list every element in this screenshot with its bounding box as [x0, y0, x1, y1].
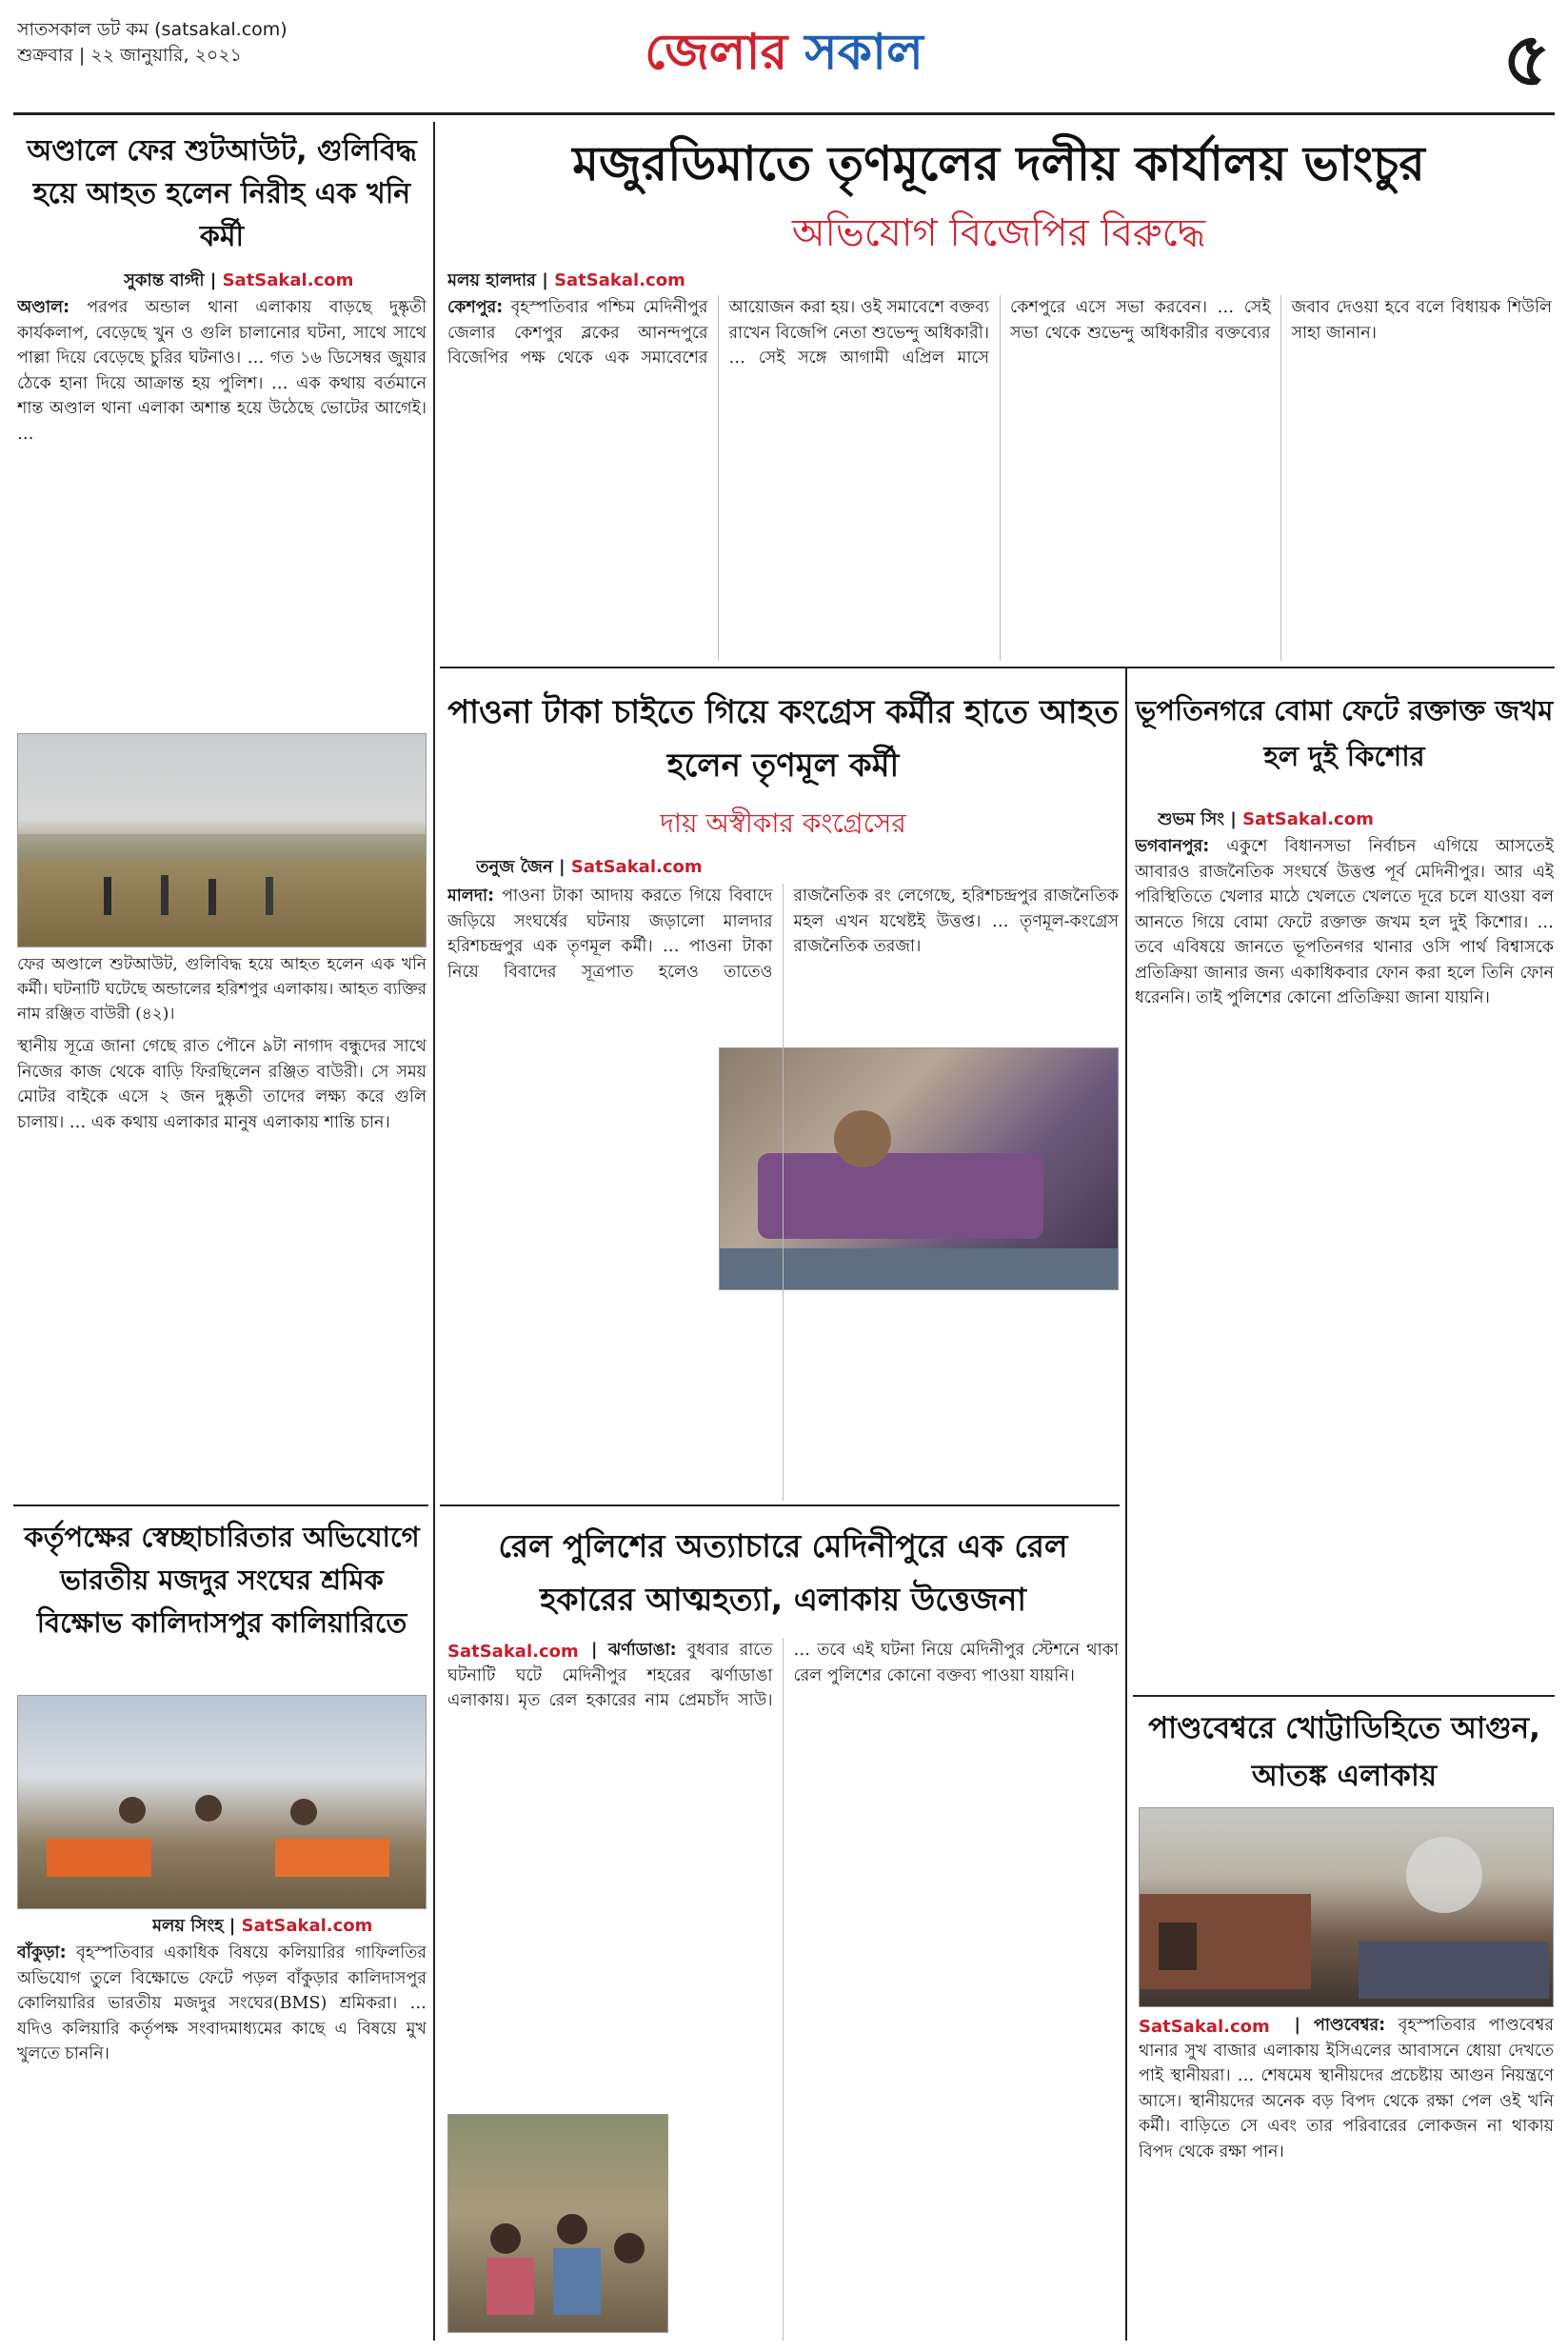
story-c-site: SatSakal.com [554, 270, 685, 290]
story-c-reporter: মলয় হালদার | [447, 270, 548, 290]
story-b-site: SatSakal.com [241, 1916, 373, 1936]
date-line: শুক্রবার | ২২ জানুয়ারি, ২০২১ [17, 45, 242, 66]
story-c-text: বৃহস্পতিবার পশ্চিম মেদিনীপুর জেলার কেশপুর ব্লকের আনন্দপুরে বিজেপির পক্ষ থেকে এক সমাবেশের আয়োজন করা হয়। ওই সমাবেশে বক্তব্য রাখেন বিজেপি নেতা শুভেন্দু অধিকারী। … সেই সঙ্গে আগামী এপ্রিল মাসে কেশপুরে এসে সভা করবেন। … সেই সভা থেকে শুভেন্দু অধিকারীর বক্তব্যের জবাব দেওয়া হবে বলে বিধায়ক শিউলি সাহা জানান। [447, 298, 1552, 368]
story-b-dateline: বাঁকুড়া: [17, 1943, 67, 1962]
story-d-body [447, 884, 1119, 1501]
story-b-text: বৃহস্পতিবার একাধিক বিষয়ে কলিয়ারির গাফিলতির অভিযোগ তুলে বিক্ষোভে ফেটে পড়ল বাঁকুড়ার কালিদাসপুর কোলিয়ারির ভারতীয় মজদুর সংঘের(BMS) শ্রমিকরা। … যদিও কলিয়ারি কর্তৃপক্ষ সংবাদমাধ্যমের কাছে এ বিষয়ে মুখ খুলতে চাননি। [17, 1943, 427, 2063]
story-d-reporter: তনুজ জৈন | [476, 857, 566, 877]
story-a-photo-caption: ফের অণ্ডালে শুটআউট, গুলিবিদ্ধ হয়ে আহত হলেন এক খনি কর্মী। ঘটনাটি ঘটেছে অন্ডালের হরিশপুর এলাকায়। আহত ব্যক্তির নাম রঞ্জিত বাউরী (৪২)। [17, 955, 427, 1024]
story-b-body [17, 1941, 427, 2341]
story-f-body [447, 1638, 1119, 2341]
story-c-body [447, 295, 1552, 661]
story-a-reporter: সুকান্ত বাগ্দী | [124, 270, 217, 290]
story-e-site: SatSakal.com [1242, 809, 1374, 829]
story-b-photo [17, 1695, 427, 1909]
fire-photo-illustration [1140, 1808, 1554, 2007]
story-c-headline: মজুরডিমাতে তৃণমূলের দলীয় কার্যালয় ভাংচুর [572, 136, 1425, 191]
story-d-site: SatSakal.com [570, 857, 703, 877]
page-number: ৫ [1502, 17, 1551, 103]
story-g-body [1139, 2013, 1554, 2341]
story-c-dateline: কেশপুর: [447, 298, 504, 317]
story-b-byline [152, 1914, 428, 1939]
story-a-dateline: অণ্ডাল: [17, 298, 70, 317]
story-g-text: বৃহস্পতিবার পাণ্ডবেশ্বর থানার সুখ বাজার এলাকায় ইসিএলের আবাসনে ধোয়া দেখতে পাই স্থানীয়রা। … শেষমেষ স্থানীয়দের প্রচেষ্টায় আগুন নিয়ন্ত্রণে আসে। স্থানীয়দের অনেক বড় বিপদ থেকে রক্ষা পেল ওই খনি কর্মী। বাড়িতে সে এবং তার পরিবারের লোকজন না থাকায় বিপদ থেকে রক্ষা পান। [1139, 2016, 1554, 2162]
column-divider-left [433, 122, 435, 2341]
divider-left-stories [13, 1504, 428, 1506]
story-b-headline: কর্তৃপক্ষের স্বেচ্ছাচারিতার অভিযোগে ভারতীয় মজদুর সংঘের শ্রমিক বিক্ষোভ কালিদাসপুর কালিয়ারিতে [24, 1521, 420, 1639]
story-b-reporter: মলয় সিংহ | [152, 1916, 236, 1936]
story-f-site: SatSakal.com [447, 1642, 579, 1662]
story-c-subheadline: অভিযোগ বিজেপির বিরুদ্ধে [791, 211, 1206, 255]
story-f-text: বুধবার রাতে ঘটনাটি ঘটে মেদিনীপুর শহরের ঝর্ণাডাঙা এলাকায়। মৃত রেল হকারের নাম প্রেমচাঁদ সাউ। … তবে এই ঘটনা নিয়ে মেদিনীপুর স্টেশনে থাকা রেল পুলিশের কোনো বক্তব্য পাওয়া যায়নি। [447, 1641, 1119, 1710]
masthead-meta [17, 17, 512, 69]
story-e-byline [1158, 807, 1405, 832]
column-divider-right [1125, 667, 1127, 2341]
story-d-dateline: মালদা: [447, 887, 495, 906]
story-g-site: SatSakal.com [1139, 2017, 1270, 2037]
story-f-dateline: | ঝর্ণাডাঙা: [590, 1641, 677, 1660]
masthead-rule [13, 112, 1555, 115]
protest-photo-illustration [18, 1696, 427, 1909]
story-d-subheadline: দায় অস্বীকার কংগ্রেসের [660, 807, 906, 839]
story-a-body-2: স্থানীয় সূত্রে জানা গেছে রাত পৌনে ৯টা নাগাদ বন্ধুদের সাথে নিজের কাজ থেকে বাড়ি ফিরছিলেন রঞ্জিত বাউরী। সে সময় মোটর বাইকে এসে ২ জন দুষ্কৃতী তাদের লক্ষ্য করে গুলি চালায়। … এক কথায় এলাকার মানুষ এলাকায় শান্তি চান। [17, 1037, 427, 1132]
story-e-text: একুশে বিধানসভা নির্বাচন এগিয়ে আসতেই আবারও রাজনৈতিক সংঘর্ষে উত্তপ্ত পূর্ব মেদিনীপুর। আর এই পরিস্থিতিতে খেলার মাঠে খেলতে খেলতে দূরে চলে যাওয়া বল আনতে গিয়ে বোমা ফেটে রক্তাক্ত জখম হল দুই কিশোর। … তবে এবিষয়ে জানতে ভূপতিনগর থানার ওসি পার্থ বিশ্বাসকে প্রতিক্রিয়া জানার জন্য একাধিকবার ফোন করা হলে তিনি ফোন ধরেননি। তাই পুলিশের কোনো প্রতিক্রিয়া জানা যায়নি। [1135, 837, 1554, 1007]
story-g-photo [1139, 1807, 1554, 2007]
section-title [571, 21, 997, 84]
section-title-part2: সকাল [804, 24, 923, 81]
section-title-part1: জেলার [645, 24, 788, 81]
story-a-photo [17, 733, 427, 947]
story-c-byline [447, 269, 724, 293]
story-d-headline: পাওনা টাকা চাইতে গিয়ে কংগ্রেস কর্মীর হাতে আহত হলেন তৃণমূল কর্মী [447, 693, 1119, 785]
story-e-body [1135, 834, 1554, 1689]
story-g-dateline: | পাণ্ডবেশ্বর: [1294, 2016, 1386, 2035]
story-d-text: পাওনা টাকা আদায় করতে গিয়ে বিবাদে জড়িয়ে সংঘর্ষের ঘটনায় জড়ালো মালদার হরিশচন্দ্রপুর এক তৃণমূল কর্মী। … পাওনা টাকা নিয়ে বিবাদের সূত্রপাত হলেও তাতেও রাজনৈতিক রং লেগেছে, হরিশচন্দ্রপুর রাজনৈতিক মহল এখন যথেষ্টই উত্তপ্ত। … তৃণমূল-কংগ্রেস রাজনৈতিক তরজা। [447, 887, 1119, 982]
field-photo-illustration [18, 734, 427, 947]
story-a-byline [124, 269, 428, 293]
story-a-body-1 [17, 295, 427, 724]
site-line: সাতসকাল ডট কম (satsakal.com) [17, 19, 288, 40]
divider-middle-stories [440, 1504, 1120, 1506]
story-e-reporter: শুভম সিং | [1158, 809, 1237, 829]
story-f-headline: রেল পুলিশের অত্যাচারে মেদিনীপুরে এক রেল হকারের আত্মহত্যা, এলাকায় উত্তেজনা [498, 1527, 1068, 1618]
story-e-dateline: ভগবানপুর: [1135, 837, 1210, 856]
story-a-text-1: পরপর অন্ডাল থানা এলাকায় বাড়ছে দুষ্কৃতী কার্যকলাপ, বেড়েছে খুন ও গুলি চালানোর ঘটনা, সাথে সাথে পাল্লা দিয়ে বেড়েছে চুরির ঘটনাও। … গত ১৬ ডিসেম্বর জুয়ার ঠেকে হানা দিয়ে আক্রান্ত হয় পুলিশ। … এক কথায় বর্তমানে শান্ত অণ্ডাল থানা এলাকা অশান্ত হয়ে উঠেছে ভোটের আগেই। … [17, 298, 427, 444]
story-a-headline: অণ্ডালে ফের শুটআউট, গুলিবিদ্ধ হয়ে আহত হলেন নিরীহ এক খনি কর্মী [27, 134, 417, 253]
divider-right-stories [1133, 1695, 1555, 1697]
story-a-site: SatSakal.com [222, 270, 354, 290]
divider-top-stories [440, 667, 1555, 668]
story-d-byline [476, 855, 743, 880]
story-e-headline: ভূপতিনগরে বোমা ফেটে রক্তাক্ত জখম হল দুই কিশোর [1135, 694, 1554, 772]
story-g-headline: পাণ্ডবেশ্বরে খোট্টাডিহিতে আগুন, আতঙ্ক এলাকায় [1148, 1711, 1540, 1793]
